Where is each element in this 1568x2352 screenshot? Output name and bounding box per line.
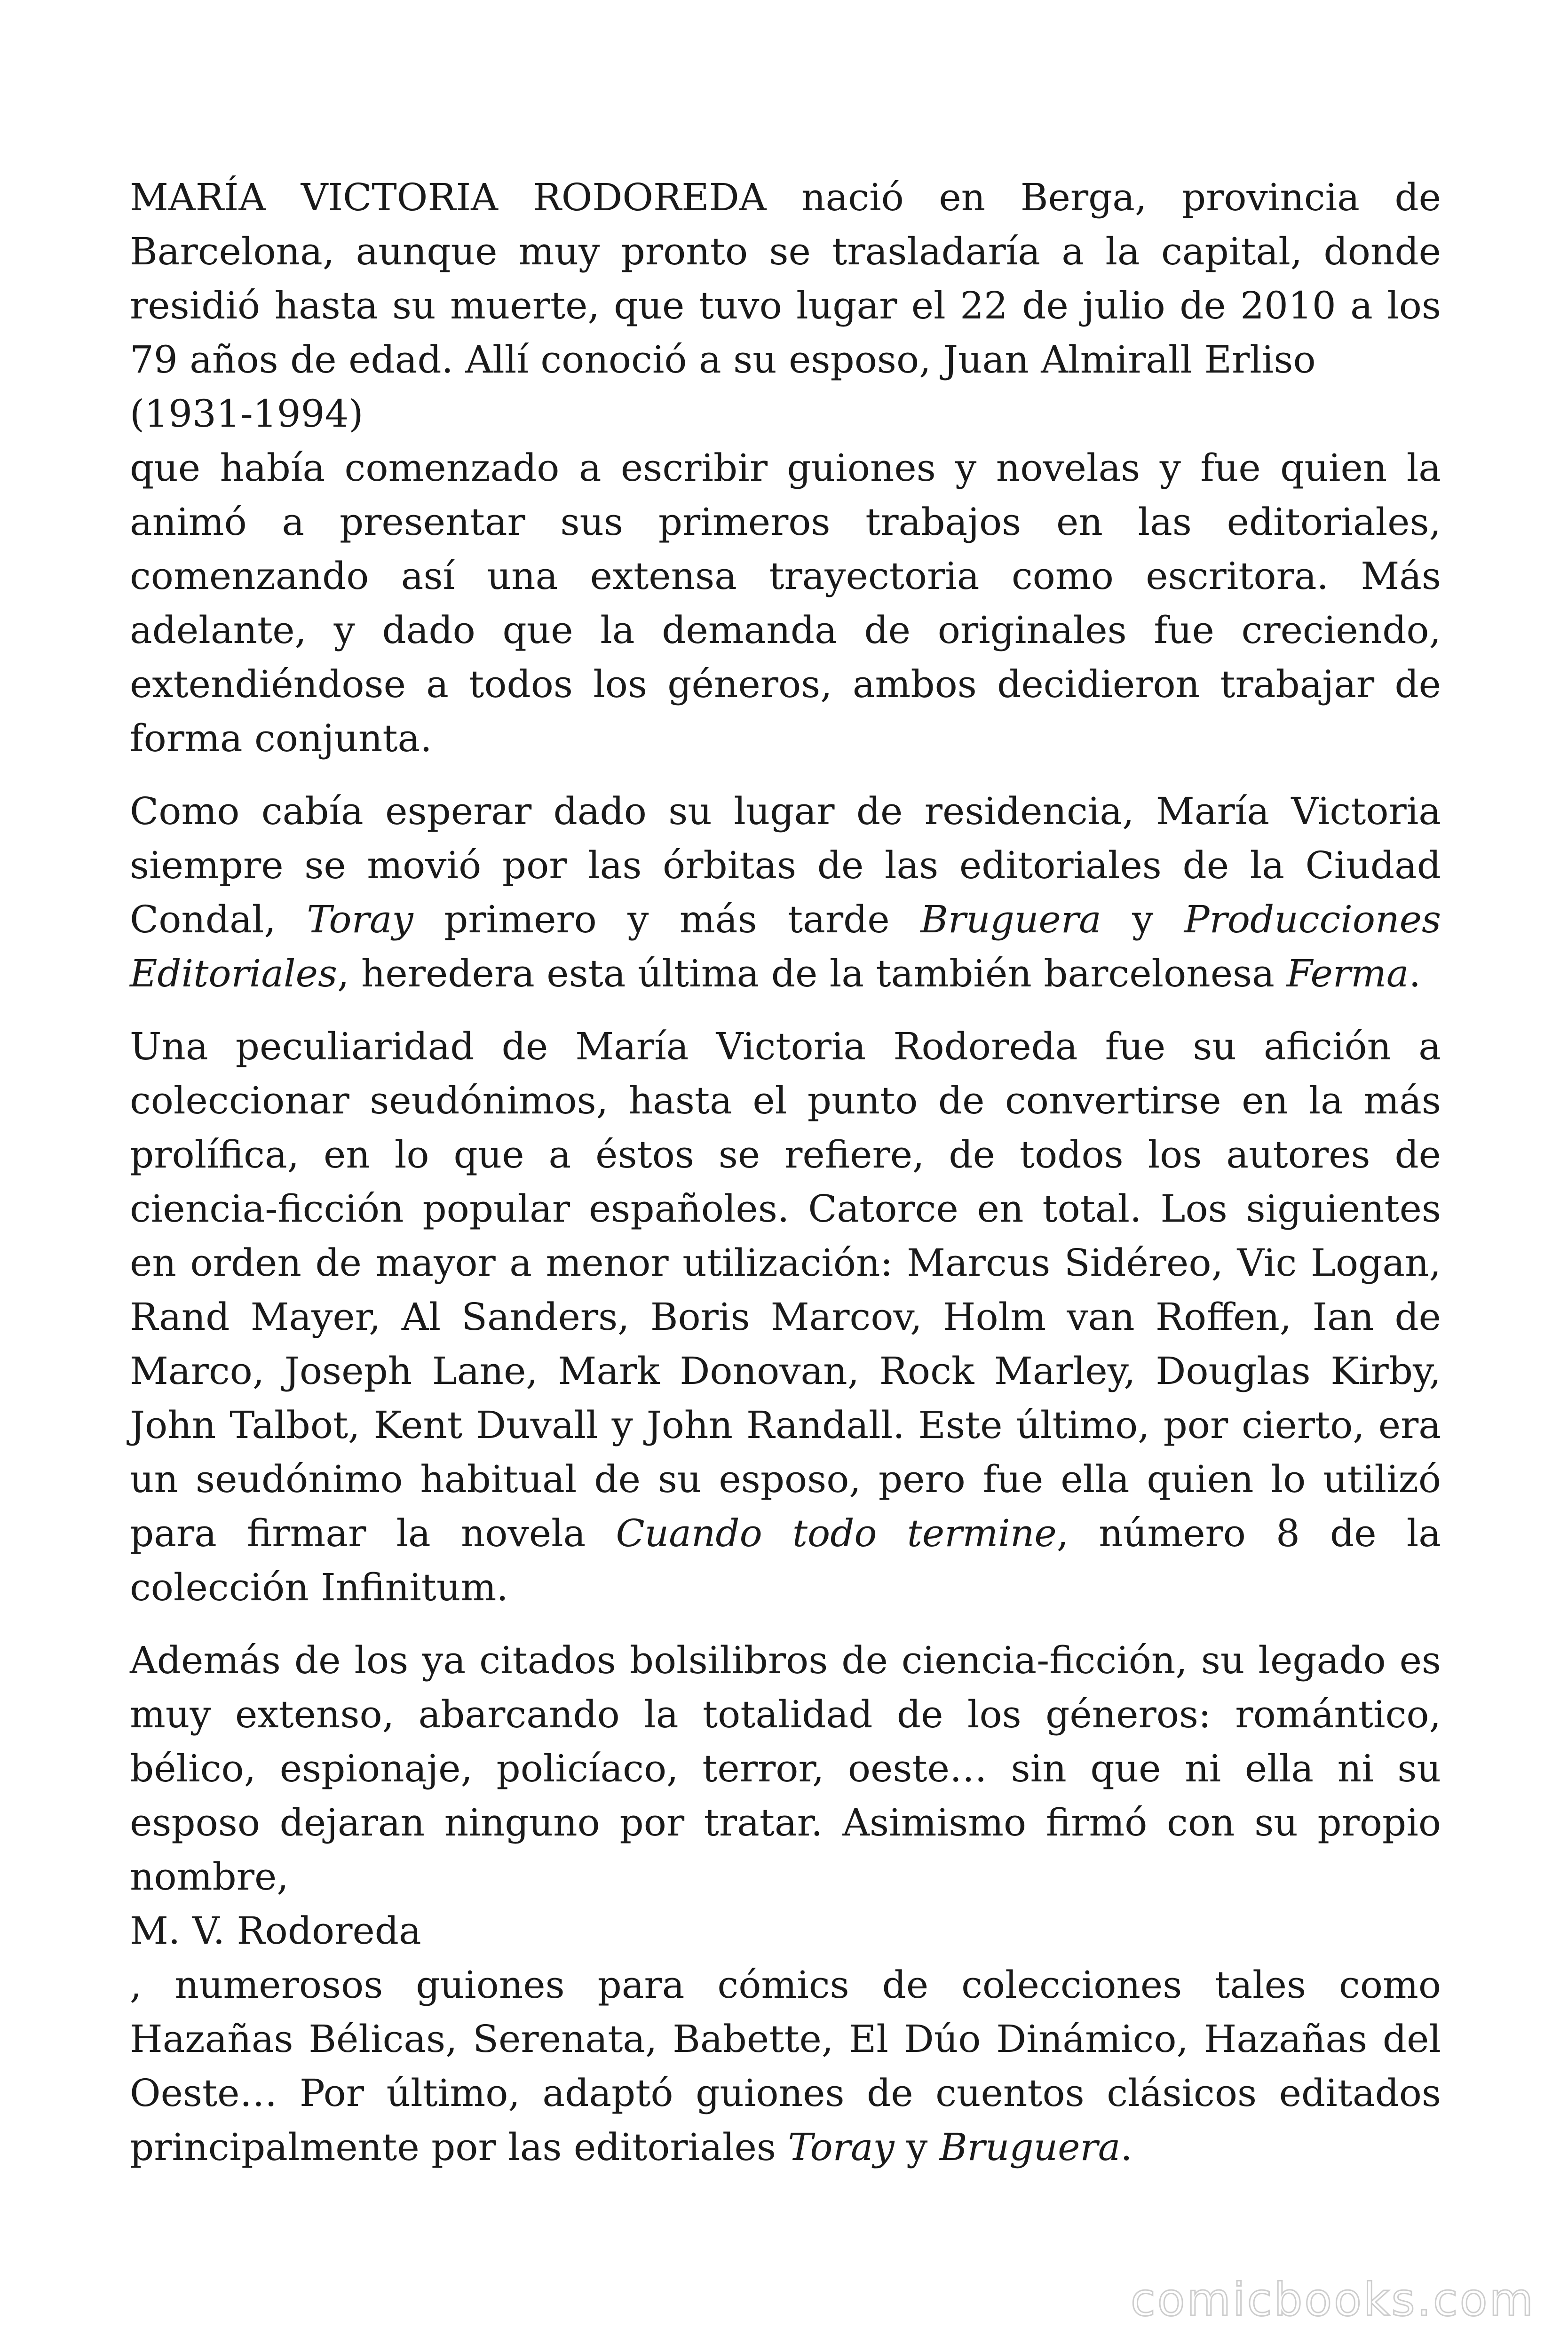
publisher-name: Producciones Editoriales [130,898,1441,995]
birth-death-years: (1931-1994) [130,392,364,436]
paragraph-text: . [1120,2125,1132,2169]
paragraph-text: que había comenzado a escribir guiones y novelas y fue quien la animó a presentar sus primeros trabajos en las editoriales, comenzando así una extensa trayectoria como escritora. Más adelante, y dado que la demanda de originales fue creciendo, extendiéndose a todos los géneros, ambos decidieron trabajar de forma conjunta. [130,446,1441,760]
paragraph-pseudonyms [130,1019,1441,1614]
paragraph-text: , heredera esta última de la también barcelonesa [337,952,1287,995]
paragraph-text: MARÍA VICTORIA RODOREDA nació en Berga, provincia de Barcelona, aunque muy pronto se trasladaría a la capital, donde residió hasta su muerte, que tuvo lugar el 22 de julio de 2010 a los 79 años de edad. Allí conoció a su esposo, Juan Almirall Erliso [130,175,1441,381]
paragraph-text: y [1101,898,1184,941]
publisher-name: Toray [307,898,413,941]
novel-title: Cuando todo termine [616,1511,1057,1555]
paragraph-text: y [894,2125,940,2169]
paragraph-legacy [130,1633,1441,2174]
paragraph-text: Como cabía esperar dado su lugar de residencia, María Victoria siempre se movió por las órbitas de las editoriales de la Ciudad Condal, [130,789,1441,941]
publisher-name: Bruguera [920,898,1101,941]
author-name: M. V. Rodoreda [130,1909,421,1953]
watermark-logo: comicbooks.com [1130,2273,1535,2326]
paragraph-text: . [1409,952,1421,995]
publisher-name: Toray [788,2125,895,2169]
paragraph-publishers [130,784,1441,1001]
paragraph-text: , numerosos guiones para cómics de colecciones tales como Hazañas Bélicas, Serenata, Babette, El Dúo Dinámico, Hazañas del Oeste… Por último, adaptó guiones de cuentos clásicos editados principalmente por las editoriales [130,1963,1441,2169]
publisher-name: Bruguera [939,2125,1121,2169]
paragraph-text: Además de los ya citados bolsilibros de ciencia-ficción, su legado es muy extenso, abarcando la totalidad de los géneros: romántico, bélico, espionaje, policíaco, terror, oeste… sin que ni ella ni su esposo dejaran ninguno por tratar. Asimismo firmó con su propio nombre, [130,1638,1441,1899]
paragraph-text: Una peculiaridad de María Victoria Rodoreda fue su afición a coleccionar seudónimos, hasta el punto de convertirse en la más prolífica, en lo que a éstos se refiere, de todos los autores de ciencia-ficción popular españoles. Catorce en total. Los siguientes en orden de mayor a menor utilización: Marcus Sidéreo, Vic Logan, Rand Mayer, Al Sanders, Boris Marcov, Holm van Roffen, Ian de Marco, Joseph Lane, Mark Donovan, Rock Marley, Douglas Kirby, John Talbot, Kent Duvall y John Randall. Este último, por cierto, era un seudónimo habitual de su esposo, pero fue ella quien lo utilizó para firmar la novela [130,1025,1441,1555]
document-body [130,170,1441,2193]
paragraph-text: primero y más tarde [413,898,921,941]
paragraph-text: , número 8 de la colección Infinitum. [130,1511,1441,1609]
paragraph-biography [130,170,1441,765]
publisher-name: Ferma [1286,952,1409,995]
